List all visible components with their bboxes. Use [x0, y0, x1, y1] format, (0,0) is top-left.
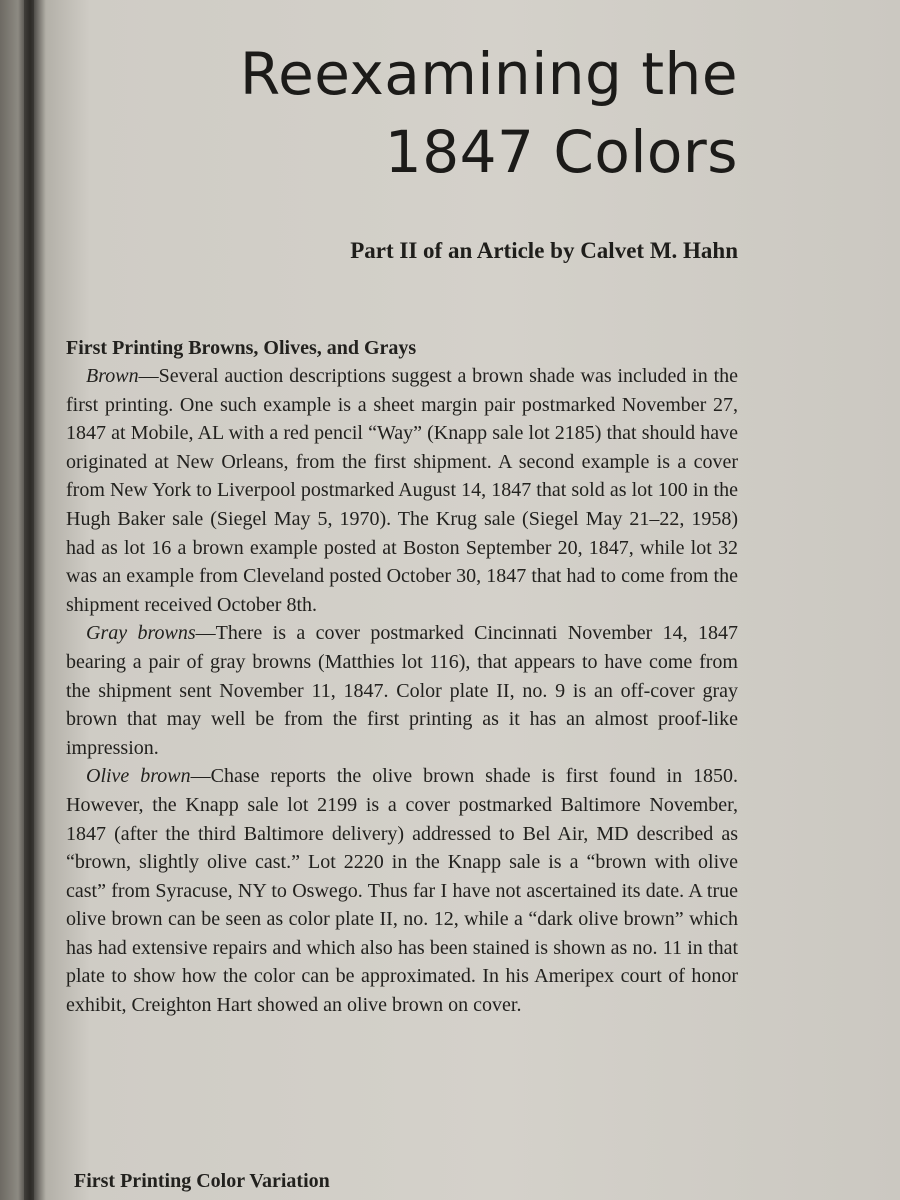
- paragraph-text-brown: —Several auction descriptions suggest a brown shade was included in the first printing. One such example is a sheet margin pair postmarked November 27, 1847 at Mobile, AL with a red pencil “Way” (Knapp sale lot 2185) that should have originated at New Orleans, from the first shipment. A second example is a cover from New York to Liverpool postmarked August 14, 1847 that sold as lot 100 in the Hugh Baker sale (Siegel May 5, 1970). The Krug sale (Siegel May 21–22, 1958) had as lot 16 a brown example posted at Boston September 20, 1847, while lot 32 was an example from Cleveland posted October 30, 1847 that had to come from the shipment received October 8th.: [66, 365, 738, 616]
- section-heading-cut-off: First Printing Color Variation: [74, 1170, 330, 1192]
- section-heading: First Printing Browns, Olives, and Grays: [66, 337, 417, 359]
- paragraph-text-gray-browns: —There is a cover postmarked Cincinnati November 14, 1847 bearing a pair of gray browns (Matthies lot 116), that appears to have come from the shipment sent November 11, 1847. Color plate II, no. 9 is an off-cover gray brown that may well be from the first printing as it has an almost proof-like impression.: [66, 622, 738, 759]
- article-title-line-1: Reexamining the: [239, 40, 738, 108]
- article-body: [66, 334, 738, 1020]
- paragraph-lead-olive-brown: Olive brown: [86, 765, 191, 788]
- paragraph-text-olive-brown: —Chase reports the olive brown shade is first found in 1850. However, the Knapp sale lot 2199 is a cover postmarked Baltimore November, 1847 (after the third Baltimore delivery) addressed to Bel Air, MD described as “brown, slightly olive cast.” Lot 2220 in the Knapp sale is a “brown with olive cast” from Syracuse, NY to Oswego. Thus far I have not ascertained its date. A true olive brown can be seen as color plate II, no. 12, while a “dark olive brown” which has had extensive repairs and which also has been stained is shown as no. 11 in that plate to show how the color can be approximated. In his Ameripex court of honor exhibit, Creighton Hart showed an olive brown on cover.: [66, 765, 738, 1017]
- article-title-line-2: 1847 Colors: [384, 118, 738, 186]
- paragraph-gray-browns: [66, 619, 738, 762]
- paragraph-lead-brown: Brown: [86, 365, 139, 387]
- binding-gutter-shadow: [24, 0, 34, 1200]
- paragraph-lead-gray-browns: Gray browns: [86, 622, 196, 645]
- article-byline: Part II of an Article by Calvet M. Hahn: [350, 238, 738, 263]
- paragraph-brown: [66, 362, 738, 619]
- paragraph-olive-brown: [66, 762, 738, 1019]
